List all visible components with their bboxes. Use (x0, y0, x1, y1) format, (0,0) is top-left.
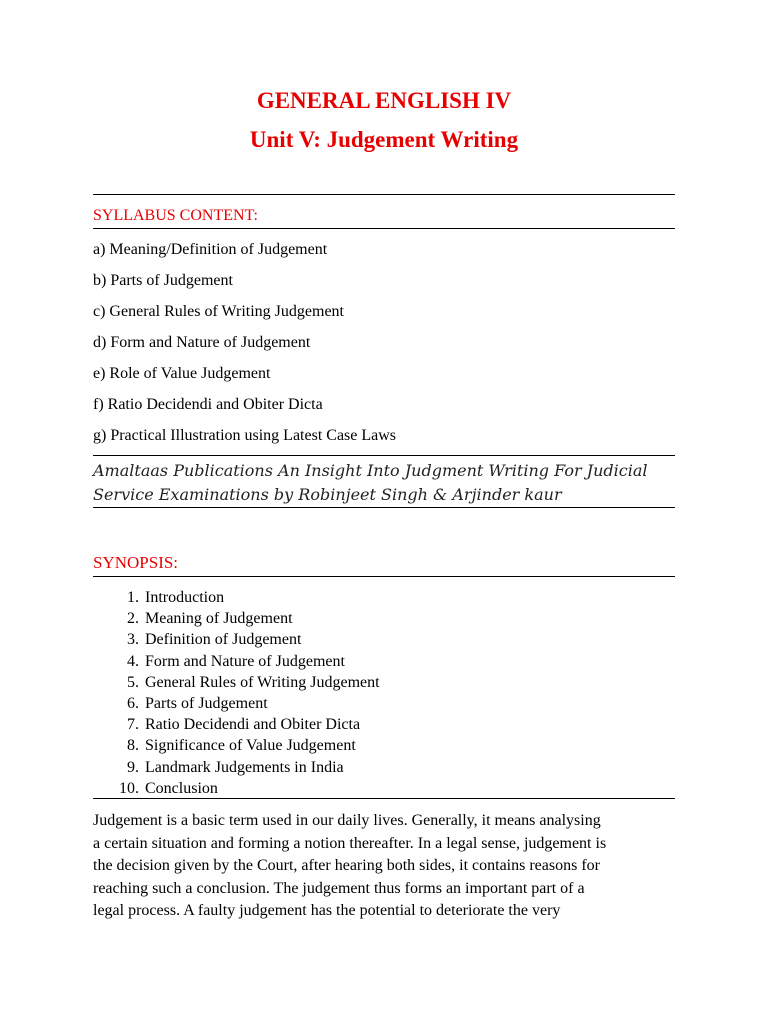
syllabus-item: c) General Rules of Writing Judgement (93, 303, 344, 320)
item-text: Parts of Judgement (145, 694, 268, 712)
unit-title: Unit V: Judgement Writing (249, 127, 519, 152)
synopsis-item (112, 758, 380, 779)
item-text: Meaning of Judgement (145, 610, 293, 628)
item-text: Form and Nature of Judgement (145, 652, 345, 670)
item-text: Introduction (145, 589, 225, 606)
synopsis-item (112, 736, 380, 757)
body-line: reaching such a conclusion. The judgement thus forms an important part of a (93, 879, 585, 897)
synopsis-item (112, 715, 380, 736)
syllabus-item: a) Meaning/Definition of Judgement (93, 241, 328, 258)
divider (93, 507, 675, 508)
syllabus-item: g) Practical Illustration using Latest Case Laws (93, 427, 397, 444)
synopsis-item (112, 588, 380, 609)
reference-line: Service Examinations by Robinjeet Singh & Arjinder kaur (93, 485, 562, 504)
item-number: 10. (119, 779, 139, 797)
body-line: a certain situation and forming a notion thereafter. In a legal sense, judgement is (93, 834, 607, 852)
divider (93, 798, 675, 799)
body-line: Judgement is a basic term used in our daily lives. Generally, it means analysing (93, 812, 601, 829)
body-line: the decision given by the Court, after hearing both sides, it contains reasons for (93, 857, 600, 874)
item-text: Ratio Decidendi and Obiter Dicta (145, 716, 361, 734)
item-number: 6. (127, 694, 139, 712)
synopsis-heading: SYNOPSIS: (93, 553, 179, 572)
reference-line: Amaltaas Publications An Insight Into Judgment Writing For Judicial (93, 461, 648, 480)
item-text: General Rules of Writing Judgement (145, 673, 380, 691)
syllabus-list (93, 241, 396, 458)
item-number: 9. (127, 758, 139, 776)
item-text: Significance of Value Judgement (145, 737, 356, 755)
reference-citation (93, 459, 693, 507)
item-number: 4. (127, 652, 139, 670)
item-number: 8. (127, 737, 139, 755)
synopsis-item (112, 630, 380, 651)
syllabus-heading: SYLLABUS CONTENT: (93, 207, 258, 224)
syllabus-item: e) Role of Value Judgement (93, 365, 271, 382)
course-title: GENERAL ENGLISH IV (256, 88, 512, 113)
synopsis-item (112, 609, 380, 630)
item-number: 1. (127, 589, 139, 606)
item-number: 7. (127, 716, 139, 734)
syllabus-item: d) Form and Nature of Judgement (93, 334, 311, 351)
synopsis-list (112, 588, 380, 800)
syllabus-item: f) Ratio Decidendi and Obiter Dicta (93, 396, 323, 413)
synopsis-item (112, 694, 380, 715)
divider (93, 455, 675, 456)
item-number: 2. (127, 610, 139, 628)
syllabus-item: b) Parts of Judgement (93, 272, 233, 289)
item-text: Conclusion (145, 779, 218, 797)
body-line: legal process. A faulty judgement has the potential to deteriorate the very (93, 902, 561, 919)
divider (93, 576, 675, 577)
item-text: Definition of Judgement (145, 631, 302, 649)
divider (93, 228, 675, 229)
synopsis-item (112, 652, 380, 673)
synopsis-item (112, 779, 380, 800)
divider (93, 194, 675, 195)
body-paragraph (93, 810, 683, 923)
item-number: 5. (127, 673, 139, 691)
item-number: 3. (127, 631, 139, 649)
item-text: Landmark Judgements in India (145, 758, 344, 776)
synopsis-item (112, 673, 380, 694)
